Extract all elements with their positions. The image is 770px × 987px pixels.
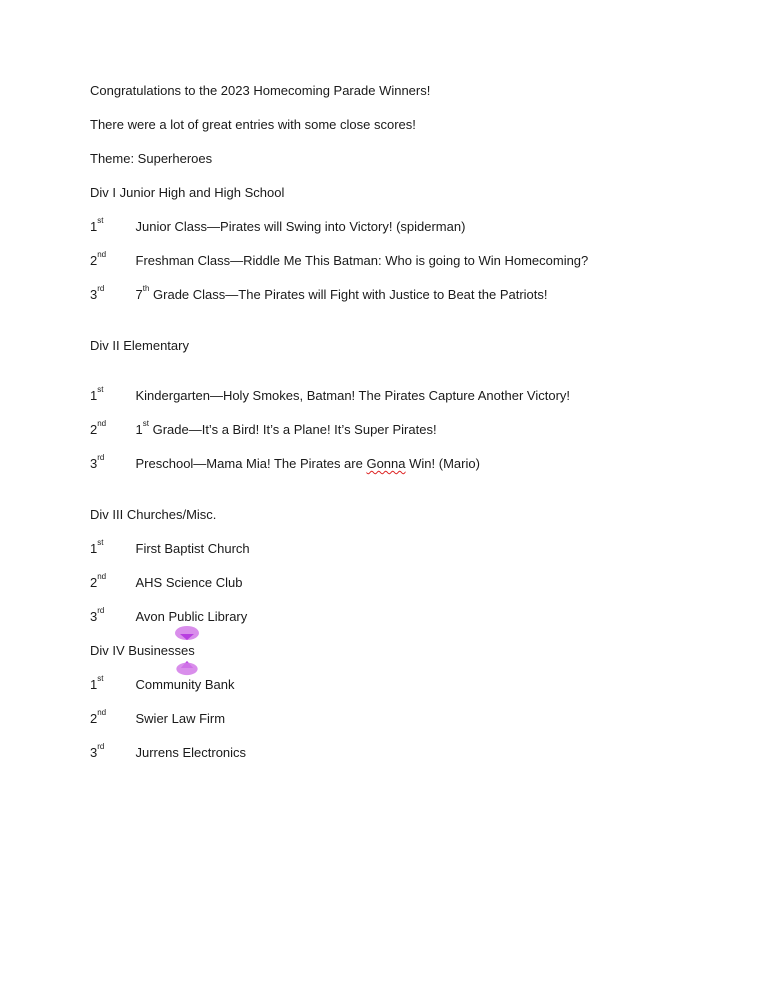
entry-text: Freshman Class—Riddle Me This Batman: Who is going to Win Homecoming?: [135, 253, 589, 268]
entry-text: First Baptist Church: [135, 541, 250, 556]
entry-text: AHS Science Club: [135, 575, 243, 590]
division-title: Div II Elementary: [90, 338, 189, 353]
selection-start-handle-icon[interactable]: [175, 625, 199, 641]
entry-text: 1st Grade—It’s a Bird! It’s a Plane! It’s Super Pirates!: [135, 418, 437, 437]
entry-text: Kindergarten—Holy Smokes, Batman! The Pirates Capture Another Victory!: [135, 388, 571, 403]
entry-text: Junior Class—Pirates will Swing into Victory! (spiderman): [135, 219, 466, 234]
rank: 1st: [90, 384, 104, 403]
rank: 2nd: [90, 249, 107, 268]
document-heading: Congratulations to the 2023 Homecoming Parade Winners!: [90, 83, 431, 98]
rank: 2nd: [90, 571, 107, 590]
rank: 1st: [90, 537, 104, 556]
rank: 2nd: [90, 418, 107, 437]
rank: 3rd: [90, 605, 105, 624]
document-subheading: There were a lot of great entries with some close scores!: [90, 117, 416, 132]
selection-end-handle-icon[interactable]: [175, 660, 199, 676]
rank: 2nd: [90, 707, 107, 726]
entry-text: Swier Law Firm: [135, 711, 226, 726]
division-title: Div I Junior High and High School: [90, 185, 285, 200]
rank: 3rd: [90, 741, 105, 760]
division-title: Div IV Businesses: [90, 643, 195, 658]
rank: 1st: [90, 673, 104, 692]
entry-text: Preschool—Mama Mia! The Pirates are Gonna Win! (Mario): [135, 456, 480, 471]
entry-text: Avon Public Library: [135, 609, 248, 624]
rank: 3rd: [90, 283, 105, 302]
theme-line: Theme: Superheroes: [90, 151, 213, 166]
entry-text: Jurrens Electronics: [135, 745, 247, 760]
rank: 1st: [90, 215, 104, 234]
division-title: Div III Churches/Misc.: [90, 507, 217, 522]
entry-text: Community Bank: [135, 677, 235, 692]
spellcheck-flagged-word[interactable]: Gonna: [366, 456, 406, 471]
rank: 3rd: [90, 452, 105, 471]
entry-text: 7th Grade Class—The Pirates will Fight with Justice to Beat the Patriots!: [135, 283, 548, 302]
